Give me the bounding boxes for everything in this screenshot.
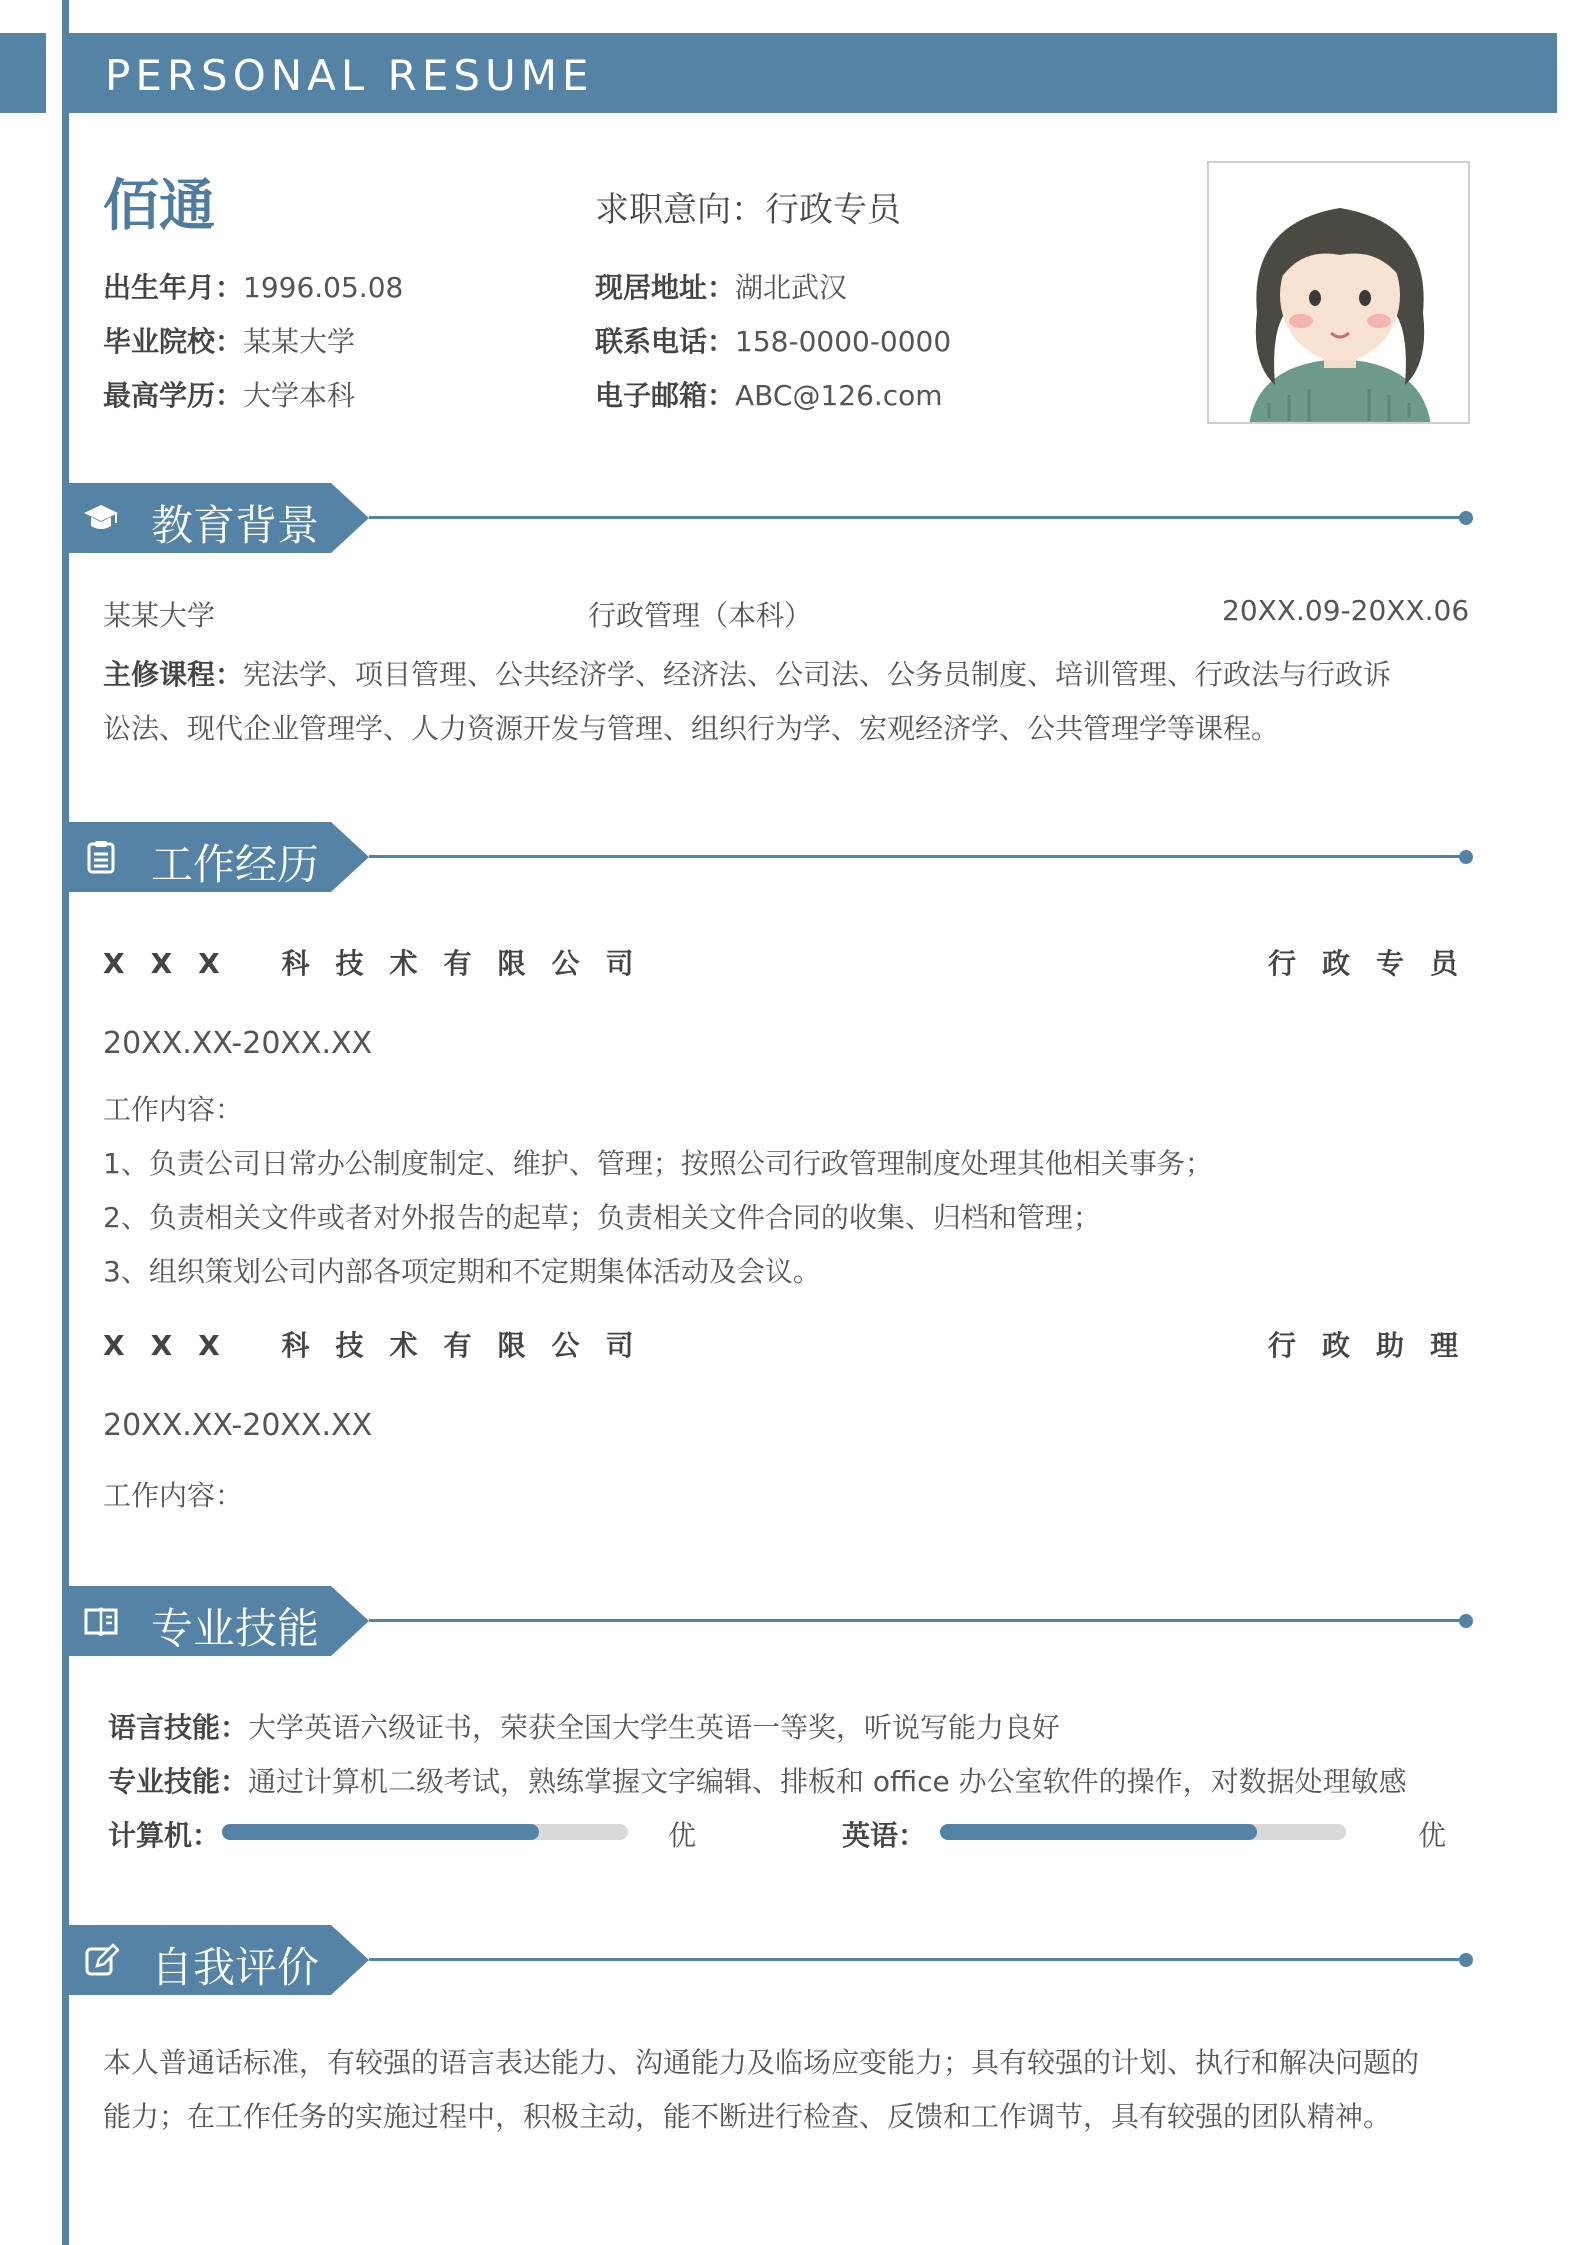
work-1-duty-3: 3、组织策划公司内部各项定期和不定期集体活动及会议。 [103, 1255, 821, 1288]
skill-label: 语言技能： [108, 1711, 249, 1744]
computer-skill-bar-fill [222, 1824, 539, 1840]
header-bar [69, 33, 1557, 113]
section-divider [369, 1958, 1465, 1961]
skill-text: 通过计算机二级考试，熟练掌握文字编辑、排板和 office 办公室软件的操作，对数据处理敏感 [248, 1765, 1407, 1798]
section-header-skills [69, 1586, 369, 1656]
work-1-content [103, 1083, 1483, 1299]
section-divider-dot [1459, 511, 1473, 525]
edu-major: 行政管理（本科） [588, 599, 813, 632]
english-skill-grade: 优 [1418, 1819, 1447, 1852]
computer-skill-grade: 优 [668, 1819, 697, 1852]
field-label: 联系电话： [595, 325, 736, 358]
edu-period: 20XX.09-20XX.06 [1222, 594, 1470, 627]
section-header-work [69, 822, 369, 892]
graduation-cap-icon [83, 500, 119, 536]
section-divider-dot [1459, 1614, 1473, 1628]
courses-line-1: 宪法学、项目管理、公共经济学、经济法、公司法、公务员制度、培训管理、行政法与行政诉 [243, 658, 1392, 691]
section-header-self-evaluation [69, 1925, 369, 1995]
courses-label: 主修课程： [103, 658, 244, 691]
field-value: 1996.05.08 [243, 271, 404, 304]
language-skill [108, 1706, 1060, 1746]
section-divider [369, 855, 1465, 858]
field-label: 最高学历： [103, 379, 244, 412]
self-evaluation-text [103, 2036, 1483, 2144]
field-value: 158-0000-0000 [735, 325, 952, 358]
section-title: 教育背景 [151, 501, 320, 550]
self-eval-line-2: 能力；在工作任务的实施过程中，积极主动，能不断进行检查、反馈和工作调节，具有较强的团队精神。 [103, 2100, 1392, 2133]
field-value: 大学本科 [243, 379, 356, 412]
clipboard-icon [83, 839, 119, 875]
professional-skill [108, 1760, 1407, 1800]
work-1-company: XXX 科技术有限公司 [103, 947, 660, 980]
resume-title: PERSONAL RESUME [105, 51, 594, 100]
field-label: 电子邮箱： [595, 379, 736, 412]
skill-label: 专业技能： [108, 1765, 249, 1798]
work-content-label: 工作内容： [103, 1093, 244, 1126]
section-header-education [69, 483, 369, 553]
field-value: 某某大学 [243, 325, 356, 358]
birth-date-field [103, 266, 403, 306]
section-title: 专业技能 [151, 1604, 320, 1653]
work-2-company: XXX 科技术有限公司 [103, 1329, 660, 1362]
header-left-block [0, 33, 46, 113]
edu-courses [103, 648, 1483, 756]
work-1-duty-2: 2、负责相关文件或者对外报告的起草；负责相关文件合同的收集、归档和管理； [103, 1201, 1101, 1234]
edu-school: 某某大学 [103, 599, 216, 632]
computer-skill-bar [222, 1824, 628, 1840]
section-divider [369, 1619, 1465, 1622]
self-eval-line-1: 本人普通话标准，有较强的语言表达能力、沟通能力及临场应变能力；具有较强的计划、执行和解决问题的 [103, 2046, 1420, 2079]
cartoon-avatar-icon [1209, 163, 1470, 424]
edit-icon [83, 1942, 119, 1978]
degree-field [103, 374, 355, 414]
field-label: 现居地址： [595, 271, 736, 304]
field-value: ABC@126.com [735, 379, 943, 412]
work-2-position: 行政助理 [1268, 1329, 1485, 1362]
avatar-photo [1207, 161, 1470, 424]
school-field [103, 320, 355, 360]
field-label: 出生年月： [103, 271, 244, 304]
field-value: 湖北武汉 [735, 271, 848, 304]
candidate-name: 佰通 [103, 174, 215, 239]
address-field [595, 266, 847, 306]
english-skill-bar [940, 1824, 1346, 1840]
skill-text: 大学英语六级证书，荣获全国大学生英语一等奖，听说写能力良好 [248, 1711, 1061, 1744]
email-field [595, 374, 943, 414]
work-1-duty-1: 1、负责公司日常办公制度制定、维护、管理；按照公司行政管理制度处理其他相关事务； [103, 1147, 1213, 1180]
english-skill-bar-fill [940, 1824, 1257, 1840]
section-title: 工作经历 [151, 840, 320, 889]
english-skill-label: 英语： [842, 1819, 927, 1852]
courses-line-2: 讼法、现代企业管理学、人力资源开发与管理、组织行为学、宏观经济学、公共管理学等课程。 [103, 712, 1280, 745]
section-divider-dot [1459, 850, 1473, 864]
book-icon [83, 1603, 119, 1639]
left-vertical-rule [62, 0, 69, 2245]
phone-field [595, 320, 951, 360]
section-divider-dot [1459, 1953, 1473, 1967]
work-2-period: 20XX.XX-20XX.XX [103, 1408, 373, 1443]
field-label: 毕业院校： [103, 325, 244, 358]
work-2-content-label: 工作内容： [103, 1479, 244, 1512]
work-1-position: 行政专员 [1268, 947, 1485, 980]
work-1-period: 20XX.XX-20XX.XX [103, 1026, 373, 1061]
section-divider [369, 516, 1465, 519]
job-intent: 求职意向：行政专员 [595, 190, 901, 230]
computer-skill-label: 计算机： [108, 1819, 221, 1852]
section-title: 自我评价 [151, 1943, 320, 1992]
